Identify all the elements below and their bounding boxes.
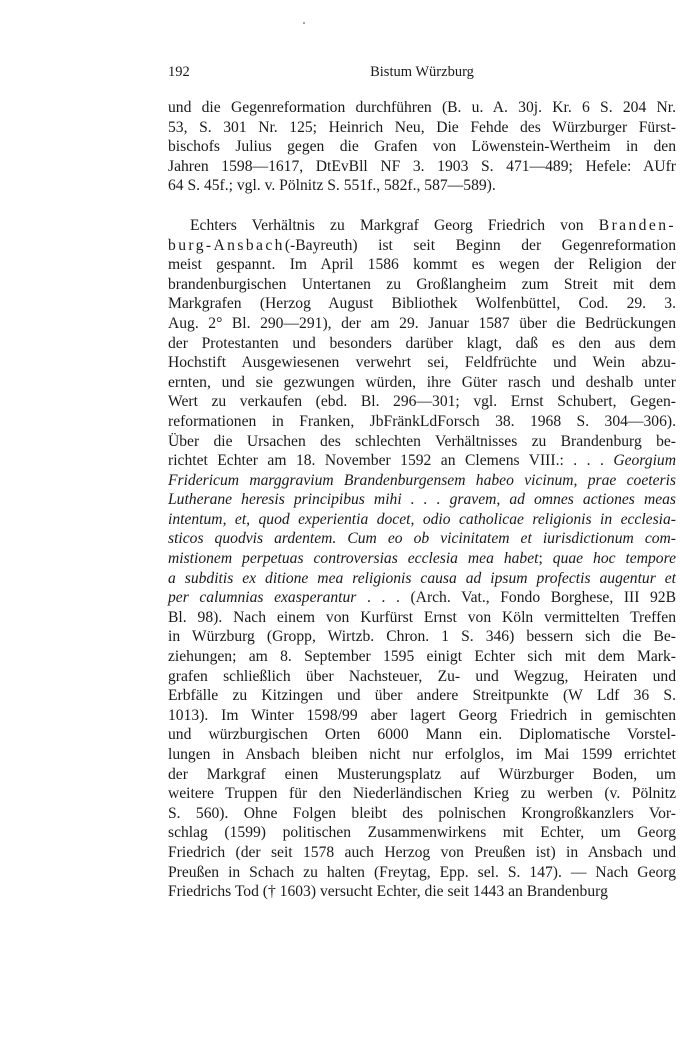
text-line bbox=[168, 216, 676, 236]
text-segment: Hochstift Ausgewiesenen verwehrt sei, Feldfrüchte und Wein abzu- bbox=[168, 354, 676, 372]
text-line bbox=[168, 549, 676, 569]
text-line bbox=[168, 529, 676, 549]
text-segment: Wert zu verkaufen (ebd. Bl. 296—301; vgl. Ernst Schubert, Gegen- bbox=[168, 393, 676, 411]
text-segment: ernten, und sie gezwungen würden, ihre Güter rasch und deshalb unter bbox=[168, 373, 676, 391]
text-segment: Preußen in Schach zu halten (Freytag, Epp. sel. S. 147). — Nach Georg bbox=[168, 863, 676, 881]
text-line bbox=[168, 373, 676, 393]
text-line bbox=[168, 843, 676, 863]
latin-quote-segment: Lutherane heresis principibus mihi . . . gravem, ad omnes actiones meas bbox=[168, 491, 676, 509]
page-mark bbox=[303, 22, 305, 24]
page-number: 192 bbox=[168, 64, 190, 80]
latin-quote-segment: per calumnias exasperantur bbox=[168, 589, 357, 607]
text-line bbox=[168, 765, 676, 785]
text-line bbox=[168, 353, 676, 373]
text-line bbox=[168, 392, 676, 412]
text-line bbox=[168, 647, 676, 667]
latin-quote-segment: Fridericum marggravium Brandenburgensem habeo vicinum, prae coeteris bbox=[168, 471, 676, 489]
latin-quote-segment: intentum, et, quod experientia docet, odio catholicae religionis in ecclesia- bbox=[168, 510, 676, 528]
text-segment: grafen schließlich über Nachsteuer, Zu- und Wegzug, Heiraten und bbox=[168, 667, 676, 685]
text-line bbox=[168, 725, 676, 745]
text-line bbox=[168, 569, 676, 589]
spaced-name-segment: Branden- bbox=[598, 216, 676, 234]
text-line bbox=[168, 745, 676, 765]
text-segment: Echters Verhältnis zu Markgraf Georg Friedrich von bbox=[190, 216, 599, 234]
text-line bbox=[168, 275, 676, 295]
latin-quote-segment: quae hoc tempore bbox=[552, 550, 676, 568]
text-line bbox=[168, 236, 676, 256]
text-segment: schlag (1599) politischen Zusammenwirkens mit Echter, um Georg bbox=[168, 824, 676, 842]
text-line bbox=[168, 314, 676, 334]
text-line bbox=[168, 157, 676, 177]
text-segment: brandenburgischen Untertanen zu Großlangheim zum Streit mit dem bbox=[168, 275, 676, 293]
text-segment: der Markgraf einen Musterungsplatz auf Würzburger Boden, um bbox=[168, 765, 676, 783]
text-line bbox=[168, 863, 676, 883]
text-line bbox=[168, 255, 676, 275]
text-segment: Aug. 2° Bl. 290—291), der am 29. Januar 1587 über die Bedrückungen bbox=[168, 314, 676, 332]
text-segment: Markgrafen (Herzog August Bibliothek Wolfenbüttel, Cod. 29. 3. bbox=[168, 295, 676, 313]
latin-quote-segment: sticos quodvis ardentem. Cum eo ob vicinitatem et iurisdictionum com- bbox=[168, 530, 676, 548]
text-line bbox=[168, 706, 676, 726]
text-segment: ; bbox=[538, 550, 553, 568]
text-line bbox=[168, 588, 676, 608]
text-segment: lungen in Ansbach bleiben nicht nur erfolglos, im Mai 1599 errichtet bbox=[168, 746, 676, 763]
latin-quote-segment: Georgium bbox=[613, 452, 676, 470]
text-line bbox=[168, 804, 676, 824]
page-header bbox=[168, 64, 676, 84]
text-segment: 64 S. 45f.; vgl. v. Pölnitz S. 551f., 582f., 587—589). bbox=[168, 177, 496, 195]
text-line bbox=[168, 608, 676, 628]
text-segment: meist gespannt. Im April 1586 kommt es wegen der Religion der bbox=[168, 256, 676, 274]
body-text bbox=[168, 98, 676, 902]
text-line bbox=[168, 432, 676, 452]
latin-quote-segment: a subditis ex ditione mea religionis causa ad ipsum profectis augentur et bbox=[168, 569, 676, 587]
text-line bbox=[168, 490, 676, 510]
text-segment: Erbfälle zu Kitzingen und über andere Streitpunkte (W Ldf 36 S. bbox=[168, 687, 676, 705]
text-line bbox=[168, 334, 676, 354]
text-segment: Friedrich (der seit 1578 auch Herzog von Preußen ist) in Ansbach und bbox=[168, 843, 676, 861]
latin-quote-segment: mistionem perpetuas controversias ecclesia mea habet bbox=[168, 550, 539, 568]
text-line bbox=[168, 451, 676, 471]
text-line bbox=[168, 882, 676, 902]
text-segment: 53, S. 301 Nr. 125; Heinrich Neu, Die Fehde des Würzburger Fürst- bbox=[168, 118, 676, 136]
text-segment: Friedrichs Tod († 1603) versucht Echter, die seit 1443 an Brandenburg bbox=[168, 883, 608, 901]
text-line bbox=[168, 176, 676, 196]
text-line bbox=[168, 627, 676, 647]
text-segment: und würzburgischen Orten 6000 Mann ein. Diplomatische Vorstel- bbox=[168, 726, 676, 744]
text-segment: und die Gegenreformation durchführen (B. u. A. 30j. Kr. 6 S. 204 Nr. bbox=[168, 99, 676, 116]
text-line bbox=[168, 294, 676, 314]
text-line bbox=[168, 823, 676, 843]
text-line bbox=[168, 784, 676, 804]
text-segment: der Protestanten und besonders darüber klagt, daß es den aus dem bbox=[168, 334, 676, 352]
text-segment: Über die Ursachen des schlechten Verhältnisses zu Brandenburg be- bbox=[168, 432, 676, 450]
text-segment: 1013). Im Winter 1598/99 aber lagert Georg Friedrich in gemischten bbox=[168, 706, 676, 724]
text-line bbox=[168, 510, 676, 530]
text-line bbox=[168, 412, 676, 432]
text-segment: in Würzburg (Gropp, Wirtzb. Chron. 1 S. 346) bessern sich die Be- bbox=[168, 628, 676, 646]
text-line bbox=[168, 667, 676, 687]
text-segment: (-Bayreuth) ist seit Beginn der Gegenreformation bbox=[284, 236, 676, 254]
paragraph-gap bbox=[168, 196, 676, 216]
spaced-name-segment: burg-Ansbach bbox=[168, 236, 285, 254]
text-segment: ziehungen; am 8. September 1595 einigt Echter sich mit dem Mark- bbox=[168, 648, 676, 666]
running-title: Bistum Würzburg bbox=[370, 64, 474, 80]
text-line bbox=[168, 98, 676, 118]
text-segment: S. 560). Ohne Folgen bleibt des polnischen Krongroßkanzlers Vor- bbox=[168, 804, 676, 822]
text-line bbox=[168, 137, 676, 157]
text-segment: richtet Echter am 18. November 1592 an Clemens VIII.: . . . bbox=[168, 452, 614, 470]
text-segment: bischofs Julius gegen die Grafen von Löwenstein-Wertheim in den bbox=[168, 138, 676, 156]
text-line bbox=[168, 118, 676, 138]
text-segment: weitere Truppen für den Niederländischen Krieg zu werben (v. Pölnitz bbox=[168, 785, 676, 803]
text-segment: Jahren 1598—1617, DtEvBll NF 3. 1903 S. 471—489; Hefele: AUfr bbox=[168, 157, 676, 175]
text-segment: . . . (Arch. Vat., Fondo Borghese, III 92B bbox=[356, 589, 676, 607]
text-segment: reformationen in Franken, JbFränkLdForsch 38. 1968 S. 304—306). bbox=[168, 412, 676, 430]
text-line bbox=[168, 471, 676, 491]
text-line bbox=[168, 686, 676, 706]
text-segment: Bl. 98). Nach einem von Kurfürst Ernst von Köln vermittelten Treffen bbox=[168, 608, 676, 626]
